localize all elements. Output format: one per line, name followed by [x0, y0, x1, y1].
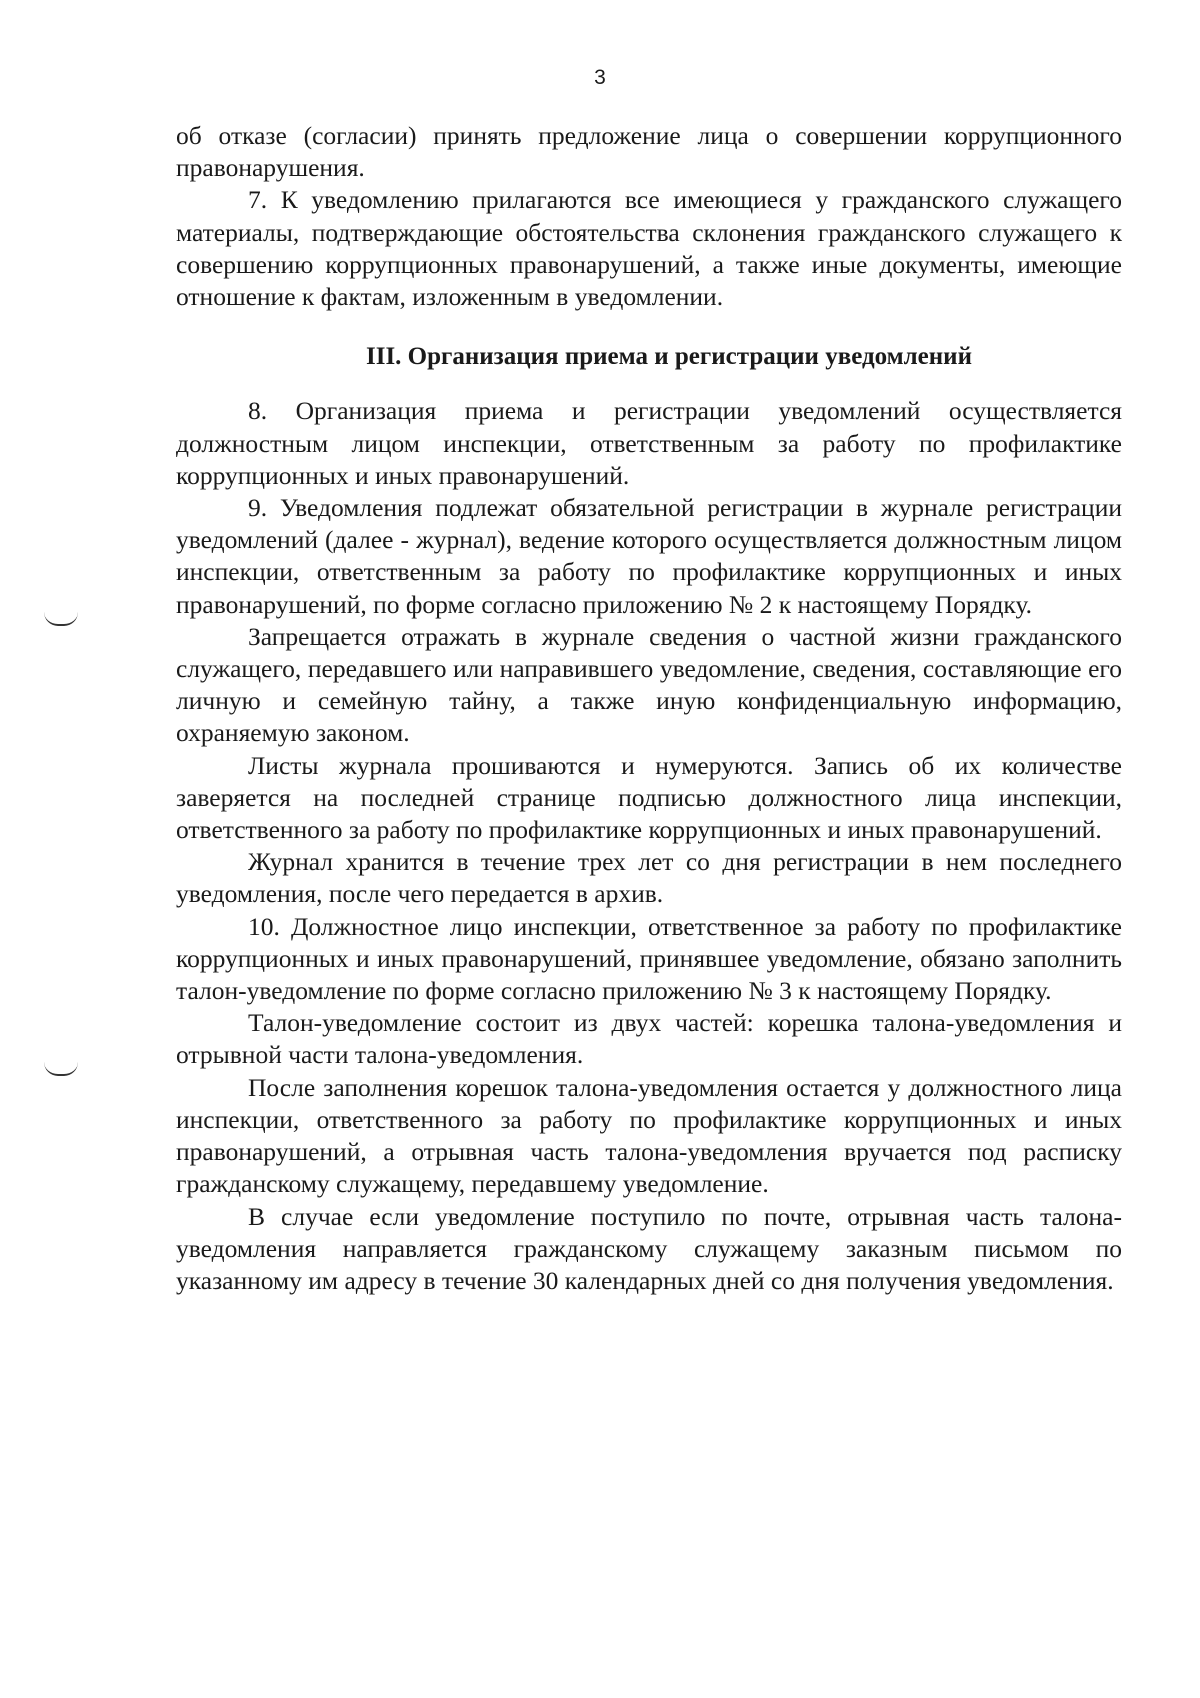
punch-hole-mark — [44, 1062, 78, 1076]
paragraph-journal-privacy: Запрещается отражать в журнале сведения о частной жизни гражданского служащего, передавшего или направившего уведомление, сведения, составляющие его личную и семейную тайну, а также иную конфиденциальную информацию, охраняемую законом. — [176, 621, 1122, 748]
document-body — [176, 120, 1122, 1297]
section-heading: III. Организация приема и регистрации уведомлений — [365, 343, 972, 371]
paragraph-item-8: 8. Организация приема и регистрации уведомлений осуществляется должностным лицом инспекции, ответственным за работу по профилактике коррупционных и иных правонарушений. — [176, 396, 1122, 490]
paragraph-item-9: 9. Уведомления подлежат обязательной регистрации в журнале регистрации уведомлений (далее - журнал), ведение которого осуществляется должностным лицом инспекции, ответственным за работу по профилактике коррупционных и иных правонарушений, по форме согласно приложению № 2 к настоящему Порядку. — [176, 493, 1122, 619]
punch-hole-mark — [44, 612, 78, 626]
paragraph-continuation: об отказе (согласии) принять предложение лица о совершении коррупционного правонарушения. — [176, 121, 1122, 183]
paragraph-talon-after-filling: После заполнения корешок талона-уведомления остается у должностного лица инспекции, ответственного за работу по профилактике коррупционных и иных правонарушений, а отрывная часть талона-уведомления вручается под расписку гражданскому служащему, передавшему уведомление. — [176, 1072, 1122, 1199]
paragraph-talon-parts: Талон-уведомление состоит из двух частей: корешка талона-уведомления и отрывной части талона-уведомления. — [176, 1008, 1122, 1070]
paragraph-journal-storage: Журнал хранится в течение трех лет со дня регистрации в нем последнего уведомления, после чего передается в архив. — [176, 847, 1122, 909]
paragraph-item-7: 7. К уведомлению прилагаются все имеющиеся у гражданского служащего материалы, подтверждающие обстоятельства склонения гражданского служащего к совершению коррупционных правонарушений, а также иные документы, имеющие отношение к фактам, изложенным в уведомлении. — [176, 185, 1122, 312]
paragraph-talon-by-mail: В случае если уведомление поступило по почте, отрывная часть талона-уведомления направляется гражданскому служащему заказным письмом по указанному им адресу в течение 30 календарных дней со дня получения уведомления. — [176, 1201, 1122, 1295]
paragraph-item-10: 10. Должностное лицо инспекции, ответственное за работу по профилактике коррупционных и иных правонарушений, принявшее уведомление, обязано заполнить талон-уведомление по форме согласно приложению № 3 к настоящему Порядку. — [176, 911, 1122, 1006]
paragraph-journal-sheets: Листы журнала прошиваются и нумеруются. Запись об их количестве заверяется на последней странице подписью должностного лица инспекции, ответственного за работу по профилактике коррупционных и иных правонарушений. — [176, 750, 1122, 845]
page-number: 3 — [594, 66, 606, 89]
